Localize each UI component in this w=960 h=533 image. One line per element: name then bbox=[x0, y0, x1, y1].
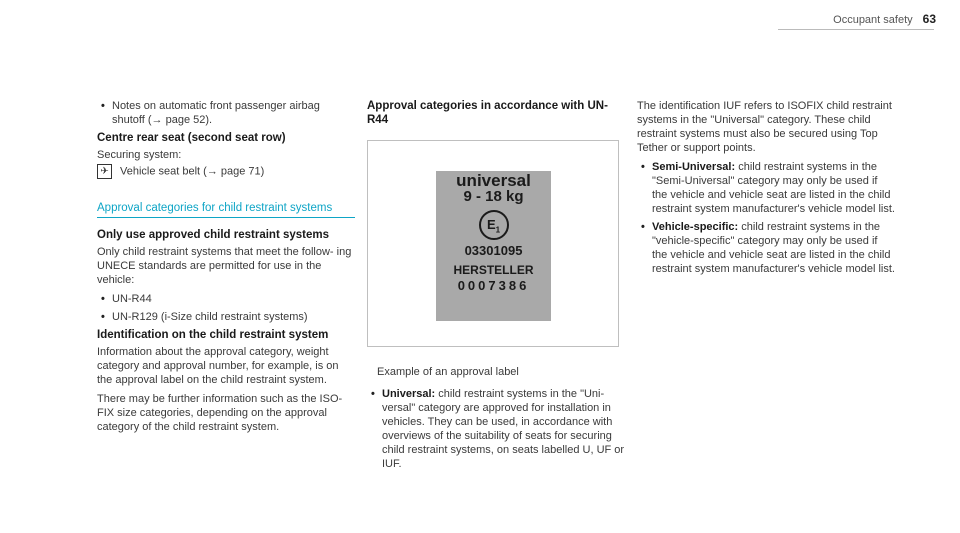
approval-label-figure bbox=[367, 140, 619, 347]
airbag-note-bullet[interactable]: • Notes on automatic front passenger airbag shutoff (→ page 52). bbox=[97, 99, 355, 127]
label-approval-number: 03301095 bbox=[464, 243, 523, 258]
securing-label: Securing system: bbox=[97, 149, 182, 161]
section-name: Occupant safety bbox=[833, 14, 913, 26]
approval-label bbox=[436, 171, 551, 321]
iuf-text: The identification IUF refers to ISOFIX child restraint systems in the "Universal" category. These child restraint systems must also be secured using Top Tether or support points. bbox=[637, 100, 892, 154]
identification-heading: Identification on the child restraint system bbox=[97, 329, 329, 341]
label-category: universal bbox=[456, 171, 531, 190]
e-mark-icon: $E_1$ bbox=[479, 210, 509, 240]
label-manufacturer: HERSTELLER bbox=[453, 263, 534, 277]
approved-text: Only child restraint systems that meet the follow- ing UNECE standards are permitted for use in the vehicle: bbox=[97, 246, 352, 286]
universal-item: • Universal: child restraint systems in the "Uni- versal" category are approved for installation in vehicles. They can be used, in accordance with overviews of the suitability of seats for securing child restraint systems, on seats labelled U, UF or IUF. bbox=[367, 387, 625, 471]
seat-belt-icon: ✈ bbox=[97, 164, 112, 179]
page-number: 63 bbox=[922, 12, 936, 26]
isofix-text: There may be further information such as the ISO-FIX size categories, depending on the approval category of the child restraint system. bbox=[97, 393, 343, 433]
standard-item: • UN-R129 (i-Size child restraint systems) bbox=[97, 310, 355, 324]
belt-text[interactable]: Vehicle seat belt (→ page 71) bbox=[120, 165, 265, 178]
column-left bbox=[97, 99, 355, 439]
label-serial: 0007386 bbox=[457, 278, 530, 293]
rear-seat-heading: Centre rear seat (second seat row) bbox=[97, 132, 286, 144]
semi-universal-item: • Semi-Universal: child restraint systems in the "Semi-Universal" category may only be used if the vehicle and vehicle seat are listed in the child restraint system manufacturer's vehicle model list. bbox=[637, 160, 895, 216]
standard-item: • UN-R44 bbox=[97, 292, 355, 306]
header-rule bbox=[778, 29, 934, 30]
label-weight: 9 - 18 kg bbox=[463, 188, 524, 205]
approved-heading: Only use approved child restraint systems bbox=[97, 229, 329, 241]
vehicle-specific-item: • Vehicle-specific: child restraint systems in the "vehicle-specific" category may only be used if the vehicle and vehicle seat are listed in the child restraint system manufacturer's vehicle model list. bbox=[637, 220, 895, 276]
column-right bbox=[637, 99, 895, 280]
figure-caption: Example of an approval label bbox=[377, 366, 519, 378]
identification-text: Information about the approval category, weight category and approval number, for example, is on the approval label on the child restraint system. bbox=[97, 346, 339, 386]
column-middle bbox=[367, 99, 625, 475]
section-title: Approval categories for child restraint systems bbox=[97, 201, 355, 218]
page-header bbox=[833, 12, 936, 26]
un-r44-heading: Approval categories in accordance with UN-R44 bbox=[367, 100, 608, 126]
belt-row bbox=[97, 164, 355, 179]
